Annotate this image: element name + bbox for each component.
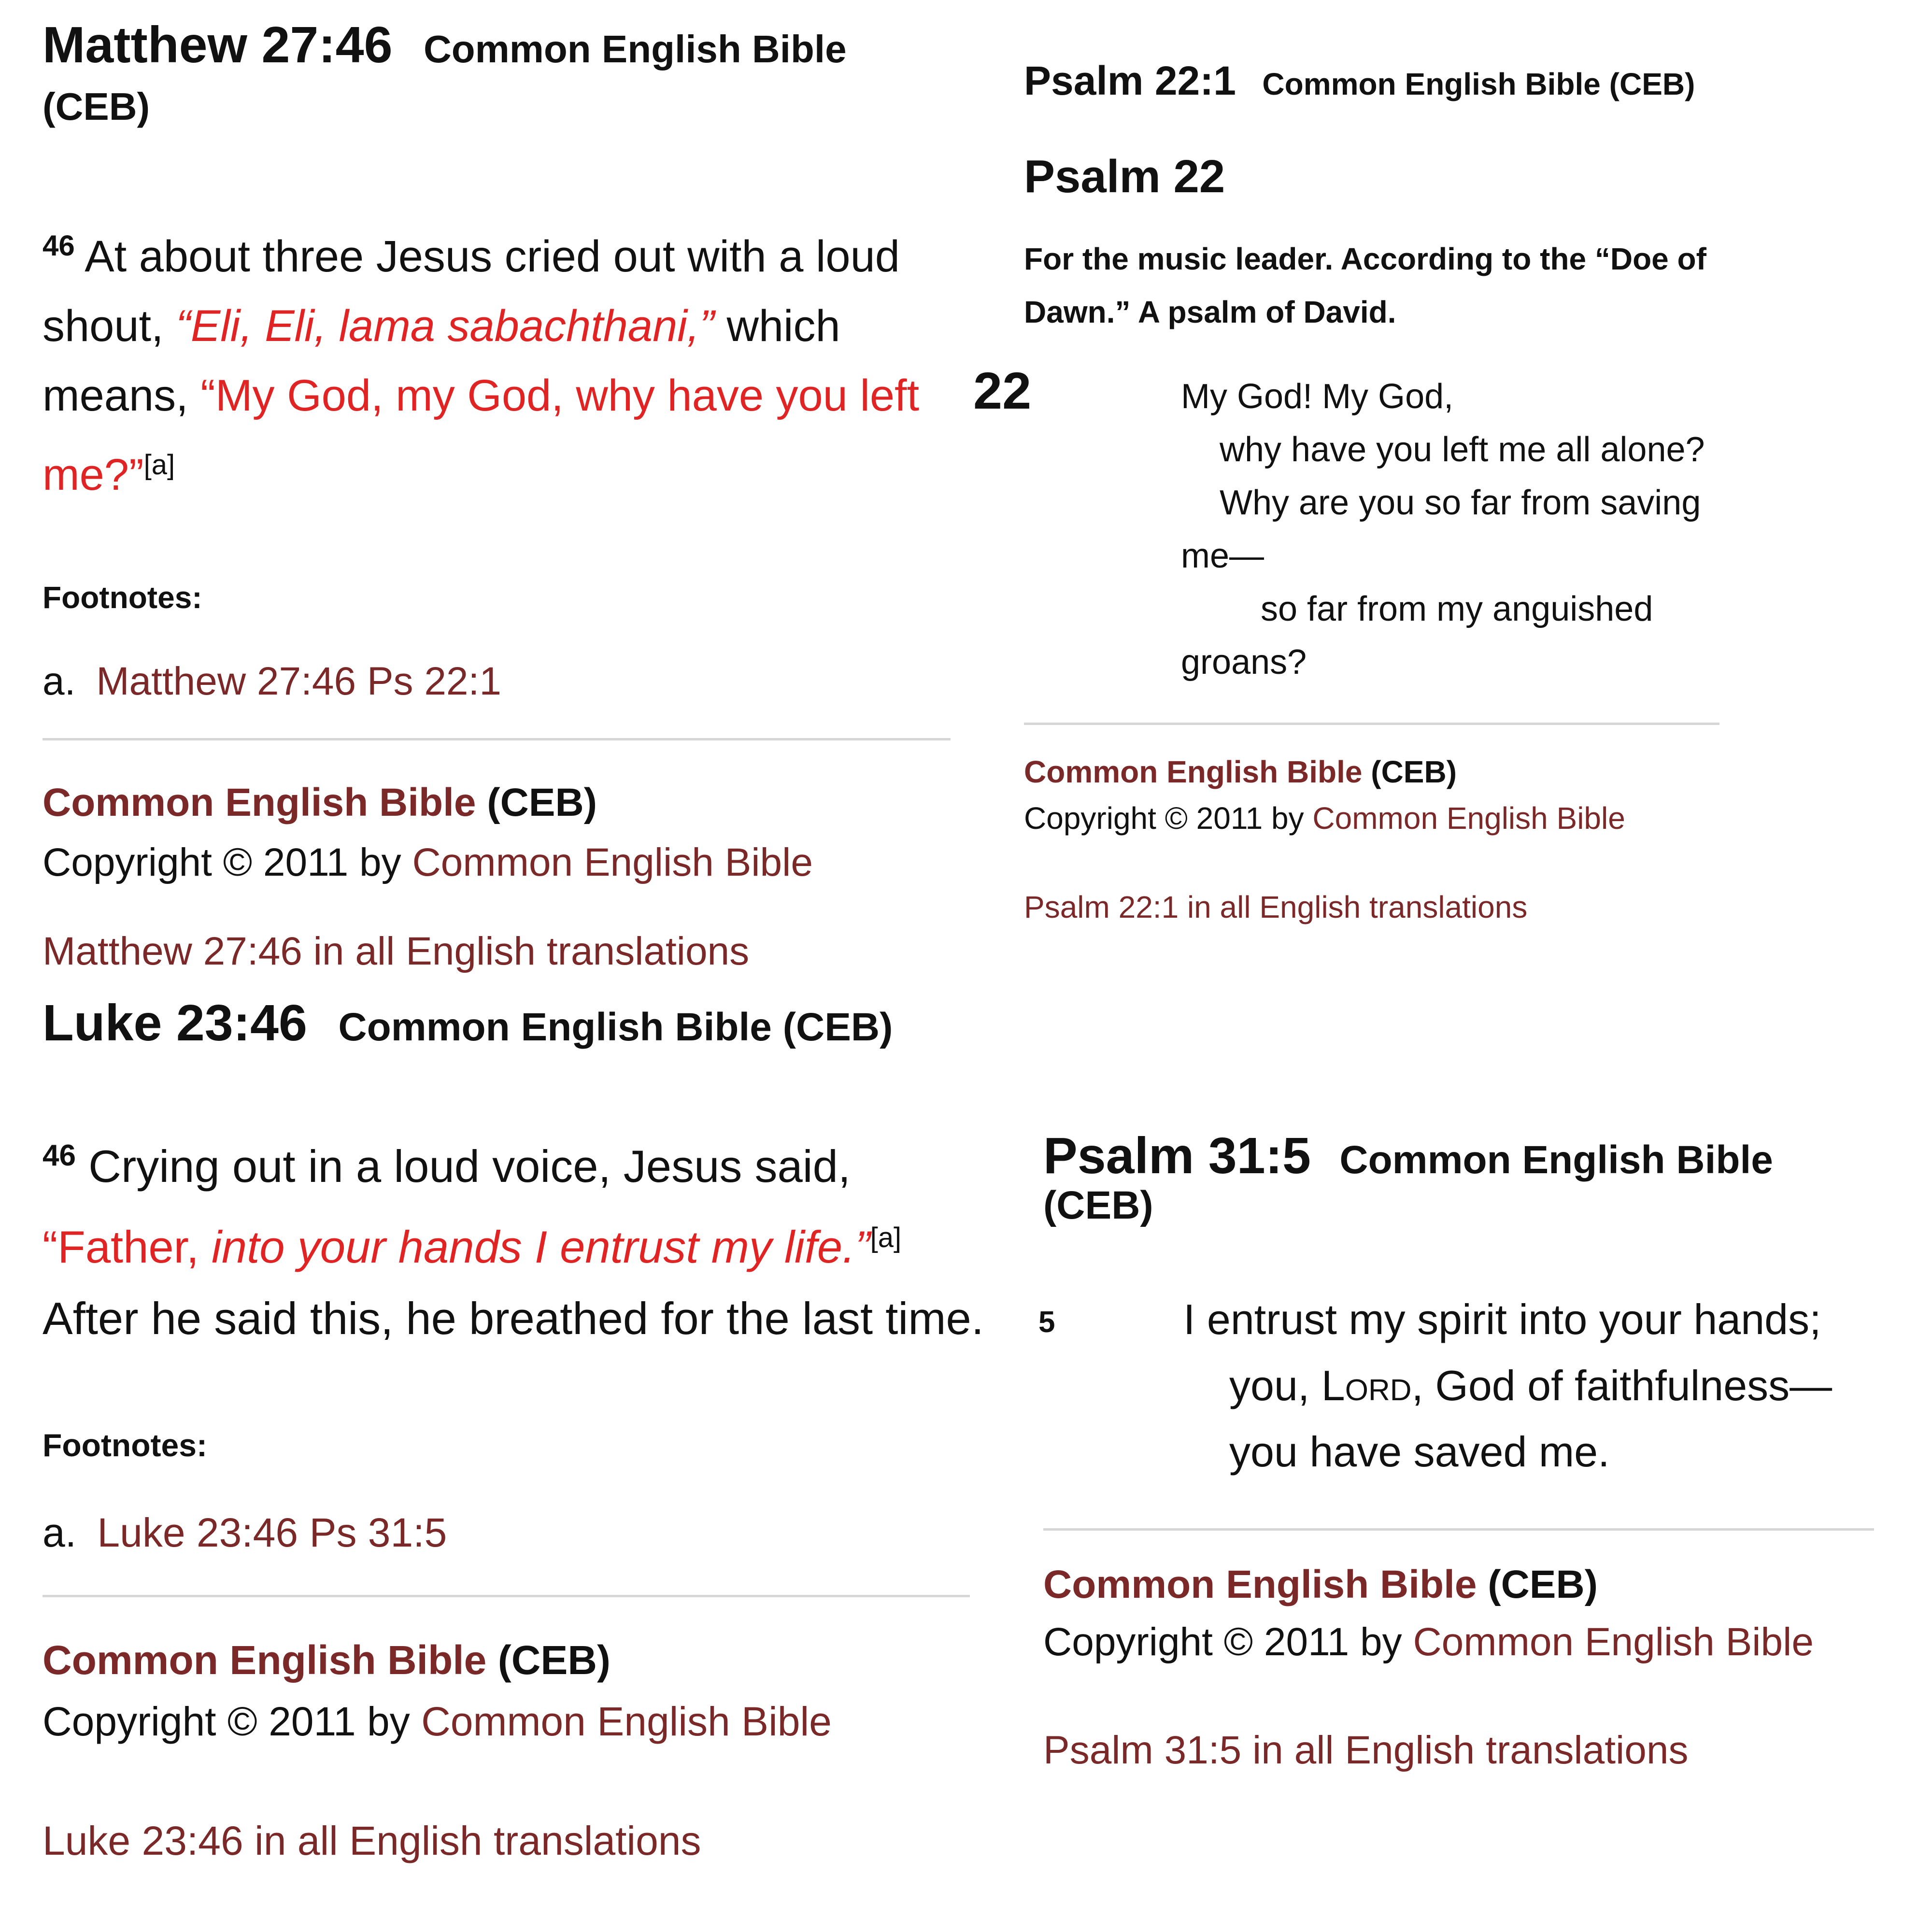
all-translations-link[interactable]: Luke 23:46 in all English translations	[43, 1818, 701, 1863]
footnote-link[interactable]: Luke 23:46 Ps 31:5	[97, 1509, 447, 1555]
all-translations-link[interactable]: Matthew 27:46 in all English translations	[43, 929, 750, 973]
poetry-line-part: you,	[1229, 1362, 1321, 1409]
psalm-heading: Psalm 22	[1024, 151, 1225, 202]
verse-text-part: After he said this, he breathed for the last time.	[43, 1293, 984, 1344]
psalm22-passage	[973, 58, 1826, 925]
words-of-christ: “My God, my God, why have you left me?”	[43, 371, 920, 499]
poetry-line: I entrust my spirit into your hands;	[1183, 1295, 1821, 1343]
words-of-christ-quotation: into your hands I entrust my life.”	[212, 1221, 870, 1272]
footnote-letter: a.	[43, 1509, 77, 1555]
divider	[43, 1595, 970, 1597]
verse-text	[43, 1120, 989, 1354]
verse-number: 46	[43, 229, 75, 262]
verse-number: 5	[1038, 1306, 1055, 1339]
passage-version: Common English Bible (CEB)	[1262, 67, 1695, 101]
passage-heading	[43, 16, 960, 141]
bible-abbrev: (CEB)	[1371, 754, 1457, 789]
divine-name: Lord	[1321, 1362, 1412, 1409]
passage-reference: Psalm 22:1	[1024, 58, 1236, 103]
verse-text-part: At about three Jesus cried out with a loud shout,	[43, 232, 900, 351]
poetry-line: me—	[1181, 537, 1264, 575]
copyright-line	[43, 840, 960, 885]
footnote-marker[interactable]: [a]	[870, 1222, 902, 1254]
copyright-version	[1043, 1562, 1893, 1607]
copyright-line	[1043, 1619, 1893, 1665]
poetry-line: Why are you so far from saving	[1220, 483, 1701, 522]
footnote-link[interactable]: Matthew 27:46 Ps 22:1	[96, 659, 501, 703]
divider	[1024, 723, 1719, 725]
copyright-version	[1024, 754, 1826, 790]
poetry-line	[1043, 1352, 1893, 1419]
passage-heading	[43, 994, 989, 1051]
bible-abbrev: (CEB)	[497, 1637, 611, 1683]
poetry-line: you have saved me.	[1229, 1428, 1610, 1476]
words-of-christ-aramaic: “Eli, Eli, lama sabachthani,”	[176, 301, 714, 351]
footnote-item	[43, 659, 960, 704]
copyright-holder-link[interactable]: Common English Bible	[412, 840, 813, 884]
footnotes-label: Footnotes:	[43, 580, 202, 615]
passage-reference: Psalm 31:5	[1043, 1127, 1311, 1184]
copyright-text: Copyright © 2011 by	[1043, 1620, 1413, 1664]
passage-heading	[1043, 1127, 1893, 1228]
bible-name-link[interactable]: Common English Bible	[1043, 1563, 1477, 1606]
copyright-version	[43, 780, 960, 825]
bible-name-link[interactable]: Common English Bible	[43, 1637, 487, 1683]
copyright-line	[43, 1698, 989, 1745]
footnote-item	[43, 1509, 989, 1556]
verse-text-part: which means,	[43, 301, 840, 420]
copyright-text: Copyright © 2011 by	[1024, 801, 1313, 836]
poetry-line: groans?	[1181, 643, 1307, 682]
passage-version: Common English Bible (CEB)	[1043, 1138, 1773, 1227]
footnotes-label: Footnotes:	[43, 1427, 207, 1463]
poetry-verse	[1038, 1286, 1893, 1485]
copyright-holder-link[interactable]: Common English Bible	[421, 1698, 832, 1744]
bible-abbrev: (CEB)	[487, 780, 597, 824]
verse-text	[43, 211, 960, 510]
divider	[43, 738, 951, 740]
passage-version: Common English Bible (CEB)	[43, 28, 847, 128]
passage-reference: Matthew 27:46	[43, 16, 393, 73]
psalm31-passage	[1038, 1127, 1893, 1773]
poetry-line: so far from my anguished	[1261, 590, 1653, 628]
chapter-number: 22	[973, 361, 1032, 420]
poetry-line-part: , God of faithfulness—	[1411, 1362, 1833, 1409]
poetry-line: why have you left me all alone?	[1220, 430, 1705, 469]
passage-heading	[1024, 60, 1826, 102]
copyright-line	[1024, 800, 1826, 836]
psalm-superscription: For the music leader. According to the “Doe of Dawn.” A psalm of David.	[1024, 242, 1706, 329]
passage-reference: Luke 23:46	[43, 994, 307, 1051]
poetry-line: My God! My God,	[1181, 377, 1454, 416]
divider	[1043, 1528, 1874, 1531]
footnote-letter: a.	[43, 659, 76, 703]
copyright-text: Copyright © 2011 by	[43, 840, 412, 884]
copyright-version	[43, 1637, 989, 1684]
luke-passage	[43, 994, 989, 1864]
verse-number: 46	[43, 1139, 76, 1172]
poetry-verse	[973, 361, 1826, 689]
footnote-marker[interactable]: [a]	[143, 449, 175, 481]
passage-version: Common English Bible (CEB)	[338, 1005, 893, 1049]
copyright-holder-link[interactable]: Common English Bible	[1413, 1620, 1814, 1664]
verse-text-part: Crying out in a loud voice, Jesus said,	[88, 1141, 851, 1192]
copyright-holder-link[interactable]: Common English Bible	[1312, 801, 1625, 836]
bible-name-link[interactable]: Common English Bible	[43, 780, 476, 824]
bible-name-link[interactable]: Common English Bible	[1024, 754, 1363, 789]
words-of-christ: “Father,	[43, 1221, 212, 1272]
copyright-text: Copyright © 2011 by	[43, 1698, 422, 1744]
all-translations-link[interactable]: Psalm 22:1 in all English translations	[1024, 890, 1528, 924]
bible-abbrev: (CEB)	[1488, 1563, 1598, 1606]
all-translations-link[interactable]: Psalm 31:5 in all English translations	[1043, 1728, 1689, 1772]
matthew-passage	[43, 16, 960, 974]
